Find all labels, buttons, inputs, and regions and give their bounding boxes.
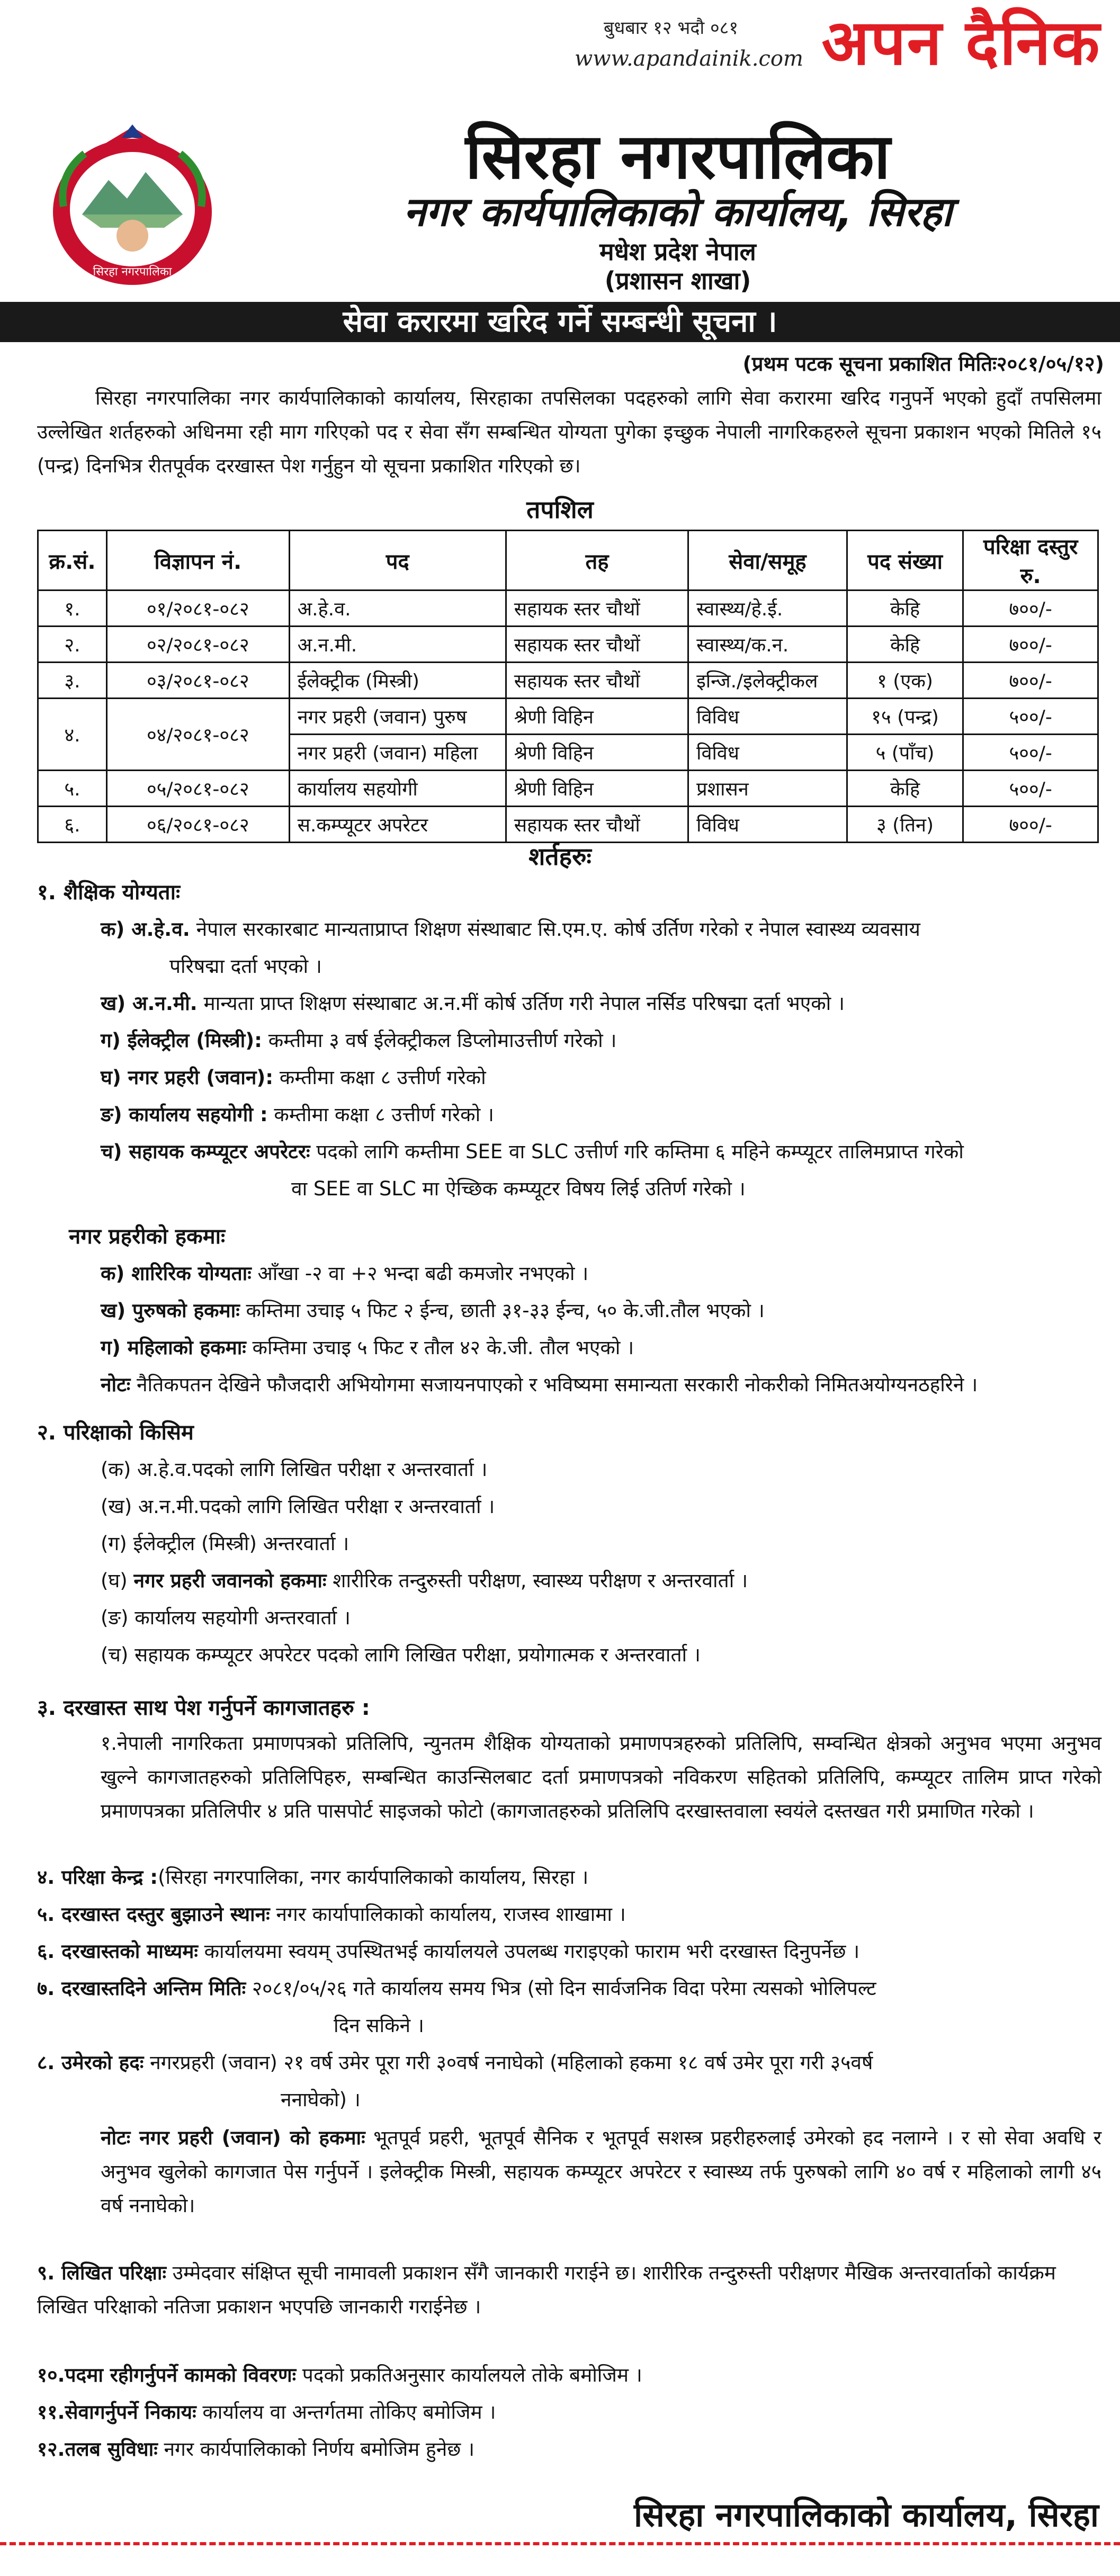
- cell-fee: ७००/-: [963, 591, 1098, 627]
- item-key: ९. लिखित परिक्षाः: [37, 2261, 166, 2284]
- masthead-url[interactable]: www.apandainik.com: [575, 47, 803, 71]
- cell-service: प्रशासन: [688, 771, 847, 807]
- table-title: तपशिल: [526, 495, 594, 524]
- list-item: (ङ) कार्यालय सहयोगी अन्तरवार्ता ।: [101, 1606, 351, 1629]
- section-misc: [37, 1859, 1101, 2118]
- vacancy-table: [37, 530, 1099, 843]
- cell-post: अ.न.मी.: [289, 627, 506, 663]
- table-row: [38, 807, 1098, 843]
- nepal-emblem-icon: [42, 122, 222, 291]
- cell-fee: ५००/-: [963, 771, 1098, 807]
- item-text: (सिरहा नगरपालिका, नगर कार्यपालिकाको कार्यालय, सिरहा ।: [158, 1866, 589, 1889]
- list-item: (क) अ.हे.व.पदको लागि लिखित परीक्षा र अन्तरवार्ता ।: [101, 1458, 488, 1481]
- cell-post: अ.हे.व.: [289, 591, 506, 627]
- cell-level: सहायक स्तर चौथों: [506, 627, 688, 663]
- item-key: ङ) कार्यालय सहयोगी :: [101, 1103, 268, 1126]
- item-text: नगरप्रहरी (जवान) २१ वर्ष उमेर पूरा गरी ३०वर्ष ननाघेको (महिलाको हकमा १८ वर्ष उमेर पूरा गरी ३५वर्ष: [144, 2051, 873, 2074]
- item-text: उम्मेदवार संक्षिप्त सूची नामावली प्रकाशन सँगै जानकारी गराईने छ। शारीरिक तन्दुरुस्ती परीक्षणर मैखिक अन्तरवार्ताको कार्यक्रम लिखित परिक्षाको नतिजा प्रकाशन भएपछि जानकारी गराईनेछ ।: [37, 2261, 1056, 2318]
- item-text: आँखा -२ वा +२ भन्दा बढी कमजोर नभएको ।: [251, 1262, 589, 1285]
- cell-sn: १.: [38, 591, 107, 627]
- item-text: वा SEE वा SLC मा ऐच्छिक कम्प्यूटर विषय लिई उतिर्ण गरेको ।: [291, 1177, 746, 1200]
- cell-level: सहायक स्तर चौथों: [506, 663, 688, 699]
- item-text: शारीरिक तन्दुरुस्ती परीक्षण, स्वास्थ्य परीक्षण र अन्तरवार्ता ।: [326, 1569, 748, 1592]
- cell-sn: ३.: [38, 663, 107, 699]
- item-text: २०८१/०५/२६ गते कार्यालय समय भित्र (सो दिन सार्वजनिक विदा परेमा त्यसको भोलिपल्ट: [246, 1977, 876, 2000]
- cell-count: १ (एक): [847, 663, 963, 699]
- item-key: नोटः: [101, 1373, 131, 1396]
- item-text: ननाघेको) ।: [281, 2088, 361, 2111]
- cell-service: स्वास्थ्य/हे.ई.: [688, 591, 847, 627]
- age-note: [37, 2121, 1101, 2223]
- page-title: सिरहा नगरपालिका: [465, 120, 891, 193]
- newspaper-masthead: [0, 0, 1120, 85]
- cell-fee: ५००/-: [963, 699, 1098, 735]
- note-text: भूतपूर्व प्रहरी, भूतपूर्व सैनिक र भूतपूर्व सशस्त्र प्रहरीहरुलाई उमेरको हद नलाग्ने । र सो सेवा अवधि र अनुभव खुलेको कागजात पेस गर्नुपर्ने । इलेक्ट्रीक मिस्त्री, सहायक कम्प्यूटर अपरेटर र स्वास्थ्य तर्फ पुरुषको लागि ४० वर्ष र महिलाको लागी ४५ वर्ष ननाघेको।: [101, 2126, 1101, 2217]
- cell-adv: ०५/२०८१-०८२: [106, 771, 289, 807]
- cell-fee: ५००/-: [963, 735, 1098, 771]
- item-text: कम्तीमा कक्षा ८ उत्तीर्ण गरेको ।: [267, 1103, 494, 1126]
- section-police: [37, 1218, 1101, 1403]
- section-exam-type: [37, 1414, 1101, 1674]
- cell-adv: ०६/२०८१-०८२: [106, 807, 289, 843]
- section-written-exam: [37, 2256, 1101, 2324]
- cell-level: श्रेणी विहिन: [506, 699, 688, 735]
- publication-date: (प्रथम पटक सूचना प्रकाशित मितिः२०८१/०५/१२): [742, 352, 1104, 375]
- cell-count: केहि: [847, 591, 963, 627]
- cell-level: सहायक स्तर चौथों: [506, 591, 688, 627]
- note-key: नोटः नगर प्रहरी (जवान) को हकमाः: [101, 2126, 365, 2149]
- item-text: दिन सकिने ।: [334, 2014, 424, 2037]
- masthead-date: बुधबार १२ भदौ ०८१: [604, 17, 739, 39]
- cell-post: नगर प्रहरी (जवान) महिला: [289, 735, 506, 771]
- cell-sn: २.: [38, 627, 107, 663]
- notice-banner: सेवा करारमा खरिद गर्ने सम्बन्धी सूचना ।: [0, 302, 1120, 342]
- cell-adv: ०२/२०८१-०८२: [106, 627, 289, 663]
- item-key: १०.पदमा रहीगर्नुपर्ने कामको विवरणः: [37, 2364, 297, 2386]
- item-text: कम्तीमा ३ वर्ष ईलेक्ट्रीकल डिप्लोमाउत्तीर्ण गरेको ।: [262, 1029, 617, 1052]
- item-key: नगर प्रहरी जवानको हकमाः: [133, 1569, 327, 1592]
- cell-sn: ५.: [38, 771, 107, 807]
- footer-signature: सिरहा नगरपालिकाको कार्यालय, सिरहा: [633, 2496, 1099, 2534]
- table-row: [38, 591, 1098, 627]
- item-key: ग) ईलेक्ट्रील (मिस्त्री):: [101, 1029, 262, 1052]
- item-text: परिषद्मा दर्ता भएको ।: [169, 955, 322, 978]
- item-text: १.नेपाली नागरिकता प्रमाणपत्रको प्रतिलिपि, न्युनतम शैक्षिक योग्यताको प्रमाणपत्रहरुको प्रतिलिपि, सम्वन्धित क्षेत्रको अनुभव भएमा अनुभव खुल्ने कागजातहरुको प्रतिलिपिहरु, सम्बन्धित काउन्सिलबाट दर्ता प्रमाणपत्रको नविकरण सहितको प्रतिलिपि, कम्प्यूटर तालिम प्राप्त गरेको प्रमाणपत्रका प्रतिलिपीर ४ प्रति पासपोर्ट साइजको फोटो (कागजातहरुको प्रतिलिपि दरखास्तवाला स्वयंले दस्तखत गरी प्रमाणित गरेको ।: [101, 1732, 1101, 1822]
- intro-paragraph: सिरहा नगरपालिका नगर कार्यपालिकाको कार्यालय, सिरहाका तपसिलका पदहरुको लागि सेवा करारमा खरिद गनुपर्ने भएको हुदाँ तपसिलमा उल्लेखित शर्तहरुको अधिनमा रही माग गरिएको पद र सेवा सँग सम्बन्धित योग्यता पुगेका इच्छुक नेपाली नागरिकहरुले सूचना प्रकाशन भएको मितिले १५ (पन्द्र) दिनभित्र रीतपूर्वक दरखास्त पेश गर्नुहुन यो सूचना प्रकाशित गरिएको छ।: [37, 387, 1101, 477]
- cell-sn: ४.: [38, 699, 107, 771]
- section-heading: १. शैक्षिक योग्यताः: [37, 880, 181, 905]
- cell-fee: ७००/-: [963, 663, 1098, 699]
- office-subtitle: नगर कार्यपालिकाको कार्यालय, सिरहा: [403, 188, 953, 235]
- col-header-sn: क्र.सं.: [38, 531, 107, 591]
- cell-post: नगर प्रहरी (जवान) पुरुष: [289, 699, 506, 735]
- item-key: ८. उमेरको हदः: [37, 2051, 144, 2074]
- item-key: ग) महिलाको हकमाः: [101, 1336, 246, 1359]
- item-text: नगर कार्यपालिकाको निर्णय बमोजिम हुनेछ ।: [157, 2438, 474, 2461]
- cell-post: ईलेक्ट्रीक (मिस्त्री): [289, 663, 506, 699]
- cell-count: केहि: [847, 771, 963, 807]
- item-key: च) सहायक कम्प्यूटर अपरेटरः: [101, 1140, 310, 1163]
- item-text: नगर कार्यापालिकाको कार्यालय, राजस्व शाखामा ।: [270, 1903, 626, 1926]
- item-text: कम्तिमा उचाइ ५ फिट २ ईन्च, छाती ३१-३३ ईन्च, ५० के.जी.तौल भएको ।: [239, 1299, 765, 1322]
- cell-service: स्वास्थ्य/क.न.: [688, 627, 847, 663]
- section-heading: नगर प्रहरीको हकमाः: [69, 1224, 226, 1249]
- item-text: नैतिकपतन देखिने फौजदारी अभियोगमा सजायनपाएको र भविष्यमा समान्यता सरकारी नोकरीको निमितअयोग्यनठहरिने ।: [130, 1373, 978, 1396]
- item-key: १२.तलब सुविधाः: [37, 2438, 158, 2461]
- cell-service: इन्जि./इलेक्ट्रीकल: [688, 663, 847, 699]
- province-line: मधेश प्रदेश नेपाल: [599, 237, 756, 266]
- cell-post: स.कम्प्यूटर अपरेटर: [289, 807, 506, 843]
- col-header-fee: परिक्षा दस्तुर रु.: [963, 531, 1098, 591]
- section-final: [37, 2357, 1101, 2468]
- table-row: [38, 699, 1098, 735]
- item-text: कम्तिमा उचाइ ५ फिट र तौल ४२ के.जी. तौल भएको ।: [246, 1336, 634, 1359]
- cell-level: सहायक स्तर चौथों: [506, 807, 688, 843]
- section-education: [37, 874, 1101, 1208]
- item-key: घ) नगर प्रहरी (जवान):: [101, 1066, 274, 1089]
- item-key: ११.सेवागर्नुपर्ने निकायः: [37, 2401, 196, 2423]
- item-key: ५. दरखास्त दस्तुर बुझाउने स्थानः: [37, 1903, 270, 1926]
- cell-service: विविध: [688, 807, 847, 843]
- list-item: (ख) अ.न.मी.पदको लागि लिखित परीक्षा र अन्तरवार्ता ।: [101, 1495, 495, 1518]
- item-key: क) शारिरिक योग्यताः: [101, 1262, 252, 1285]
- col-header-service: सेवा/समूह: [688, 531, 847, 591]
- item-text: कार्यालयमा स्वयम् उपस्थितभई कार्यालयले उपलब्ध गराइएको फाराम भरी दरखास्त दिनुपर्नेछ ।: [198, 1940, 860, 1963]
- list-item-prefix: (घ): [101, 1569, 134, 1592]
- cell-fee: ७००/-: [963, 627, 1098, 663]
- item-key: ख) अ.न.मी.: [101, 992, 198, 1015]
- cell-sn: ६.: [38, 807, 107, 843]
- section-heading: २. परिक्षाको किसिम: [37, 1420, 194, 1445]
- cell-level: श्रेणी विहिन: [506, 735, 688, 771]
- cell-service: विविध: [688, 699, 847, 735]
- footer-divider: [0, 2542, 1120, 2545]
- col-header-level: तह: [506, 531, 688, 591]
- table-header-row: [38, 531, 1098, 591]
- item-key: ख) पुरुषको हकमाः: [101, 1299, 240, 1322]
- list-item: (च) सहायक कम्प्यूटर अपरेटर पदको लागि लिखित परीक्षा, प्रयोगात्मक र अन्तरवार्ता ।: [101, 1643, 701, 1666]
- emblem-text: सिरहा नगरपालिका: [93, 265, 172, 279]
- col-header-count: पद संख्या: [847, 531, 963, 591]
- table-row: [38, 771, 1098, 807]
- cell-count: ३ (तिन): [847, 807, 963, 843]
- table-row: [38, 627, 1098, 663]
- item-key: क) अ.हे.व.: [101, 918, 190, 941]
- section-heading: ३. दरखास्त साथ पेश गर्नुपर्ने कागजातहरु :: [37, 1696, 370, 1720]
- item-text: पदको लागि कम्तीमा SEE वा SLC उत्तीर्ण गरि कम्तिमा ६ महिने कम्प्यूटर तालिमप्राप्त गरेको: [310, 1140, 964, 1163]
- item-key: ४. परिक्षा केन्द्र :: [37, 1866, 158, 1889]
- section-documents: [37, 1689, 1101, 1828]
- branch-line: (प्रशासन शाखा): [604, 266, 751, 295]
- cell-count: १५ (पन्द्र): [847, 699, 963, 735]
- cell-post: कार्यालय सहयोगी: [289, 771, 506, 807]
- col-header-post: पद: [289, 531, 506, 591]
- col-header-adv: विज्ञापन नं.: [106, 531, 289, 591]
- item-text: कम्तीमा कक्षा ८ उत्तीर्ण गरेको: [273, 1066, 486, 1089]
- newspaper-logo: अपन दैनिक: [821, 6, 1101, 79]
- cell-service: विविध: [688, 735, 847, 771]
- item-text: मान्यता प्राप्त शिक्षण संस्थाबाट अ.न.मीं कोर्ष उर्तिण गरी नेपाल नर्सिड परिषद्मा दर्ता भएको ।: [197, 992, 845, 1015]
- cell-count: ५ (पाँच): [847, 735, 963, 771]
- cell-adv: ०१/२०८१-०८२: [106, 591, 289, 627]
- item-key: ६. दरखास्तको माध्यमः: [37, 1940, 198, 1963]
- list-item: (ग) ईलेक्ट्रील (मिस्त्री) अन्तरवार्ता ।: [101, 1532, 350, 1555]
- cell-adv: ०३/२०८१-०८२: [106, 663, 289, 699]
- cell-level: श्रेणी विहिन: [506, 771, 688, 807]
- item-text: पदको प्रकतिअनुसार कार्यालयले तोके बमोजिम ।: [296, 2364, 642, 2386]
- cell-count: केहि: [847, 627, 963, 663]
- item-key: ७. दरखास्तदिने अन्तिम मितिः: [37, 1977, 246, 2000]
- item-text: कार्यालय वा अन्तर्गतमा तोकिए बमोजिम ।: [196, 2401, 496, 2423]
- conditions-title: शर्तहरुः: [528, 842, 592, 871]
- table-row: [38, 663, 1098, 699]
- item-text: नेपाल सरकारबाट मान्यताप्राप्त शिक्षण संस्थाबाट सि.एम.ए. कोर्ष उर्तिण गरेको र नेपाल स्वास्थ्य व्यवसाय: [190, 918, 920, 941]
- cell-fee: ७००/-: [963, 807, 1098, 843]
- cell-adv: ०४/२०८१-०८२: [106, 699, 289, 771]
